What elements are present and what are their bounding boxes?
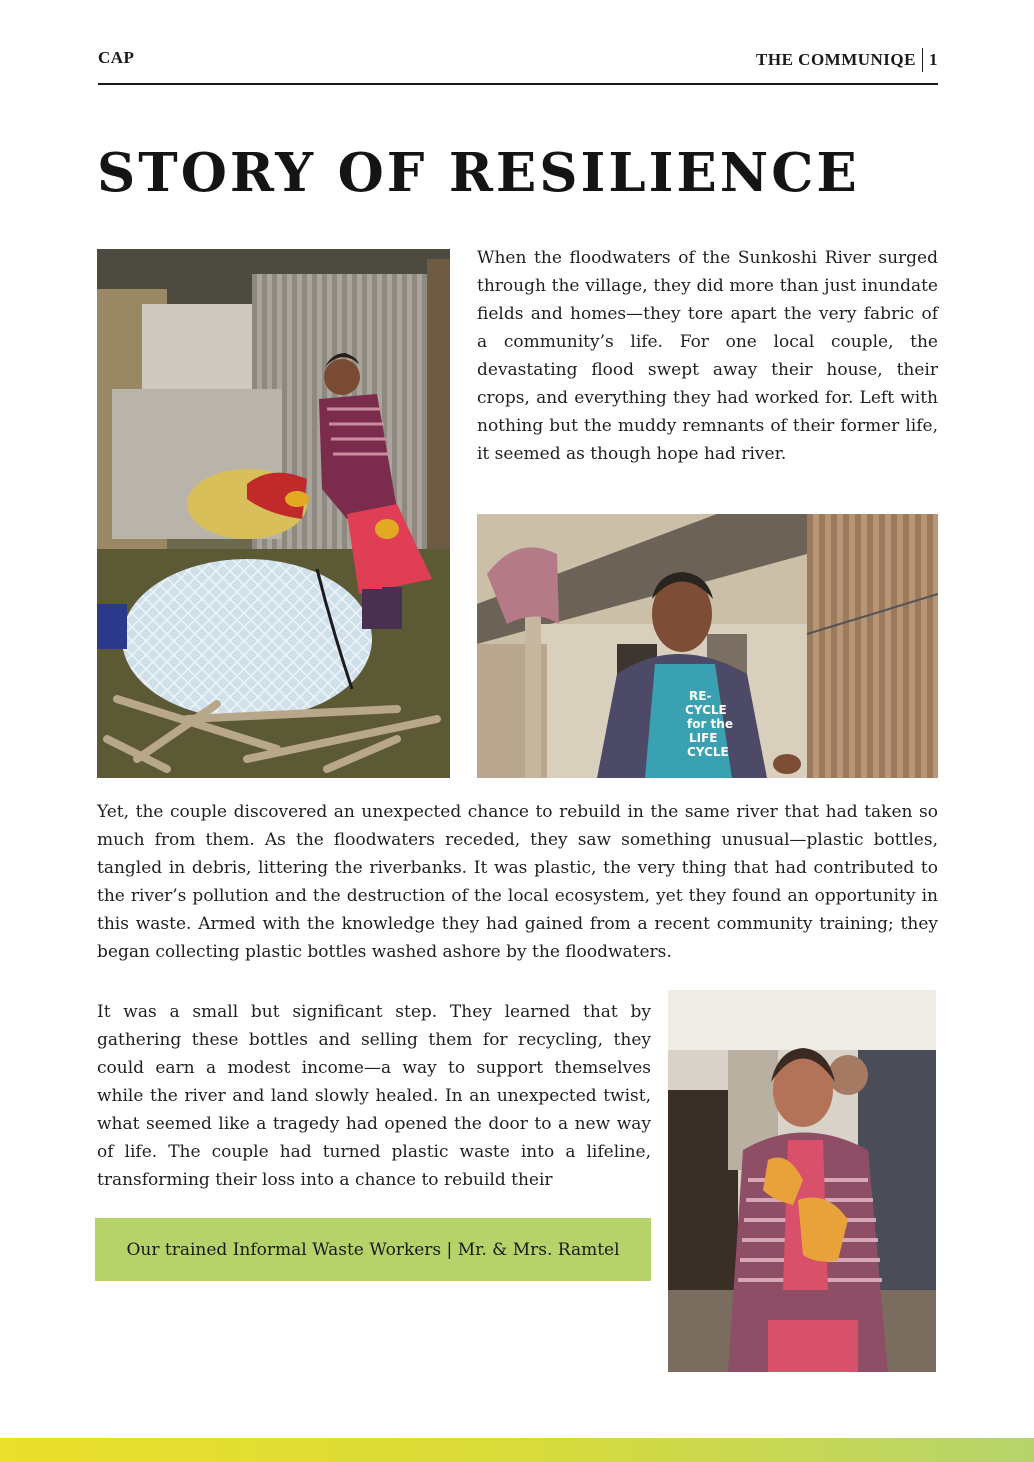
page-number: 1	[929, 50, 938, 69]
photo-woman-with-gloves	[668, 990, 936, 1372]
header-rule	[98, 83, 938, 85]
photo-caption: Our trained Informal Waste Workers | Mr. & Mrs. Ramtel	[126, 1239, 620, 1260]
article-title: STORY OF RESILIENCE	[97, 142, 860, 204]
header-right	[756, 48, 938, 72]
footer-color-bar	[0, 1438, 1034, 1462]
shirt-text-line-5: CYCLE	[687, 745, 729, 759]
paragraph-income: It was a small but significant step. They learned that by gathering these bottles and selling them for recycling, they could earn a modest income—a way to support themselves while the river and land slowly healed. In an unexpected twist, what seemed like a tragedy had opened the door to a new way of life. The couple had turned plastic waste into a lifeline, transforming their loss into a chance to rebuild their	[97, 1002, 651, 1190]
shirt-text-line-1: RE-	[689, 689, 712, 703]
shirt-text-line-2: CYCLE	[685, 703, 727, 717]
shirt-text-line-3: for the	[687, 717, 733, 731]
shirt-text-line-4: LIFE	[689, 731, 718, 745]
photo-man-recycle-shirt	[477, 514, 938, 778]
paragraph-rebuild: Yet, the couple discovered an unexpected chance to rebuild in the same river that had taken so much from them. As the floodwaters receded, they saw something unusual—plastic bottles, tangled in debris, littering the riverbanks. It was plastic, the very thing that had contributed to the river’s pollution and the destruction of the local ecosystem, yet they found an opportunity in this waste. Armed with the knowledge they had gained from a recent community training; they began collecting plastic bottles washed ashore by the floodwaters.	[97, 802, 938, 962]
photo-caption-box	[95, 1218, 651, 1281]
paragraph-intro: When the floodwaters of the Sunkoshi River surged through the village, they did more than just inundate fields and homes—they tore apart the very fabric of a community’s life. For one local couple, the devastating flood swept away their house, their crops, and everything they had worked for. Left with nothing but the muddy remnants of their former life, it seemed as though hope had river.	[477, 248, 938, 464]
header-divider	[922, 48, 923, 72]
publication-title: THE COMMUNIQE	[756, 50, 916, 69]
header-left: CAP	[98, 48, 135, 67]
photo-woman-collecting-bottles	[97, 249, 450, 778]
